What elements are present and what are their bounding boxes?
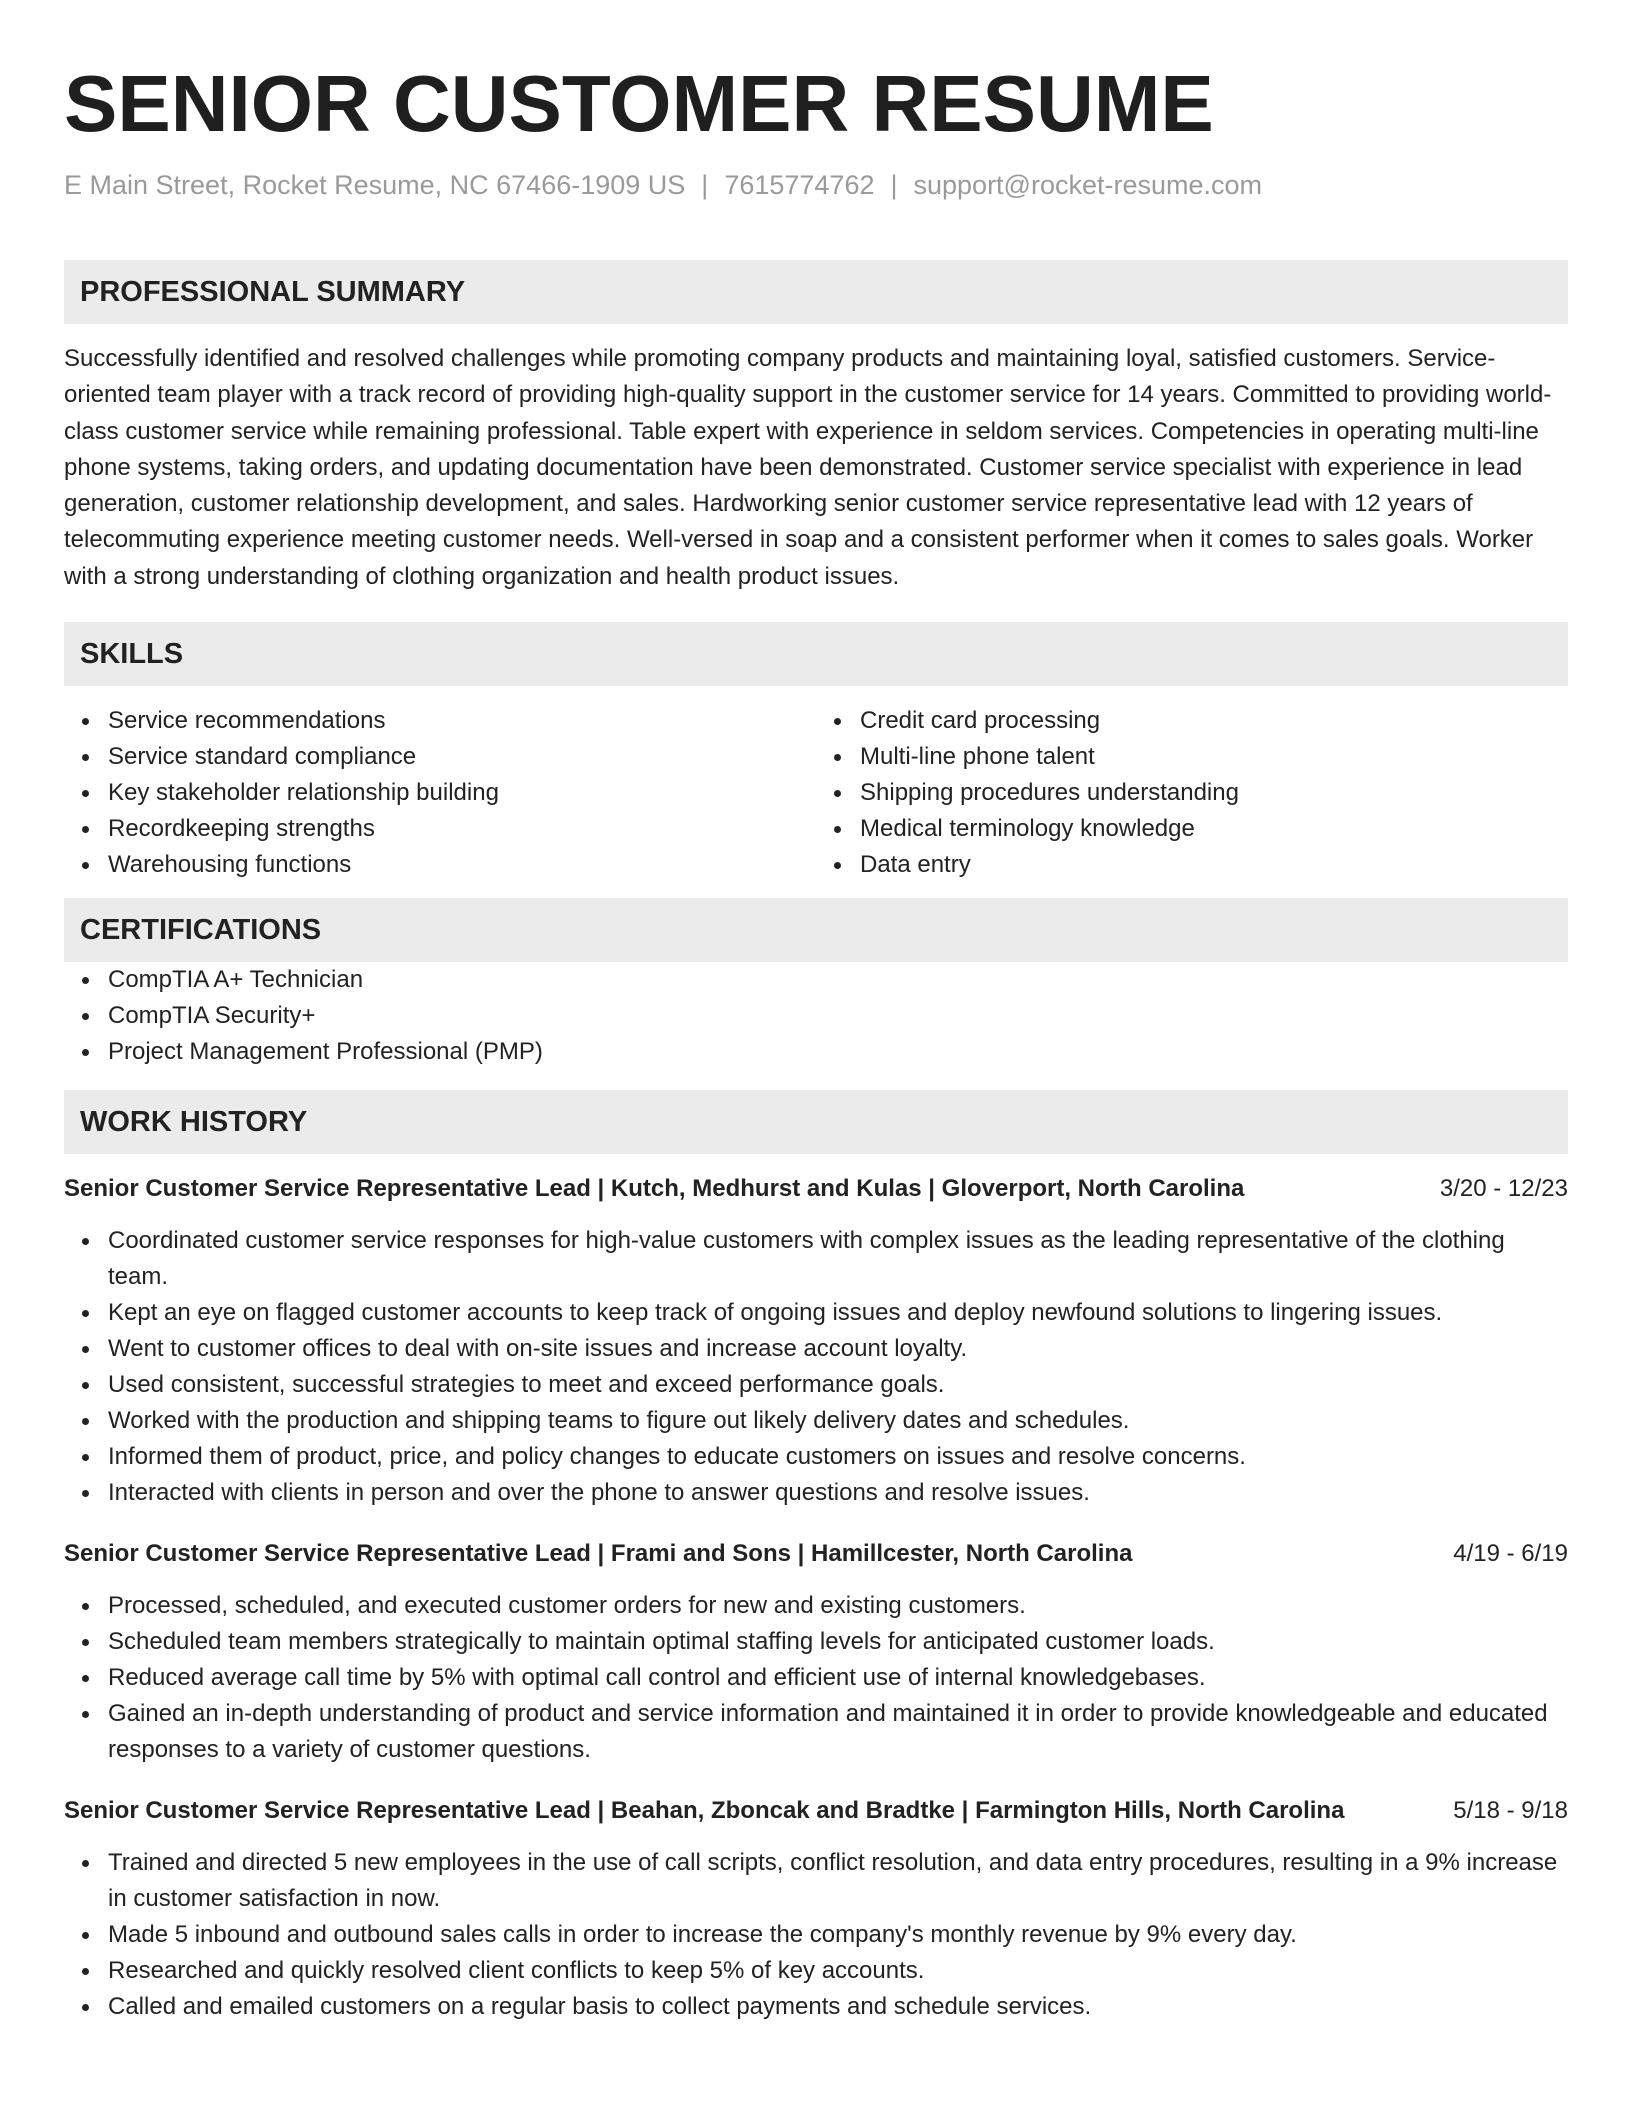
skill-item: Multi-line phone talent: [860, 739, 1568, 775]
job-bullet: Trained and directed 5 new employees in the use of call scripts, conflict resolution, and data entry procedures, resulting in a 9% increase in customer satisfaction in now.: [108, 1845, 1568, 1917]
job-title: Senior Customer Service Representative Lead | Beahan, Zboncak and Bradtke | Farmington Hills, North Carolina: [64, 1797, 1345, 1825]
certification-item: Project Management Professional (PMP): [108, 1034, 1568, 1070]
skill-item: Credit card processing: [860, 703, 1568, 739]
job-heading: [64, 1793, 1568, 1829]
job-title: Senior Customer Service Representative Lead | Kutch, Medhurst and Kulas | Gloverport, North Carolina: [64, 1175, 1245, 1203]
contact-separator: |: [701, 170, 709, 200]
job-title: Senior Customer Service Representative Lead | Frami and Sons | Hamillcester, North Carolina: [64, 1540, 1133, 1568]
job-bullet: Coordinated customer service responses for high-value customers with complex issues as the leading representative of the clothing team.: [108, 1223, 1568, 1295]
job-bullet: Informed them of product, price, and policy changes to educate customers on issues and resolve concerns.: [108, 1439, 1568, 1475]
job-dates: 4/19 - 6/19: [1453, 1540, 1568, 1568]
job-bullet: Interacted with clients in person and over the phone to answer questions and resolve issues.: [108, 1475, 1568, 1511]
contact-separator: |: [890, 170, 898, 200]
job-bullet: Processed, scheduled, and executed customer orders for new and existing customers.: [108, 1588, 1568, 1624]
skills-column-left: [64, 703, 816, 883]
job-entry: [64, 1536, 1568, 1768]
job-bullet: Went to customer offices to deal with on-site issues and increase account loyalty.: [108, 1331, 1568, 1367]
resume-title: SENIOR CUSTOMER RESUME: [64, 59, 1214, 148]
skill-item: Shipping procedures understanding: [860, 775, 1568, 811]
skill-item: Key stakeholder relationship building: [108, 775, 816, 811]
job-dates: 3/20 - 12/23: [1439, 1175, 1568, 1203]
job-bullet: Made 5 inbound and outbound sales calls in order to increase the company's monthly revenue by 9% every day.: [108, 1917, 1568, 1953]
skill-item: Service standard compliance: [108, 739, 816, 775]
skills-column-right: [816, 703, 1568, 883]
job-bullet: Reduced average call time by 5% with optimal call control and efficient use of internal knowledgebases.: [108, 1660, 1568, 1696]
job-heading: [64, 1171, 1568, 1207]
skills-list: [64, 703, 1568, 883]
job-bullet: Researched and quickly resolved client conflicts to keep 5% of key accounts.: [108, 1953, 1568, 1989]
contact-phone: 7615774762: [724, 170, 875, 200]
certification-item: CompTIA Security+: [108, 998, 1568, 1034]
job-bullet: Kept an eye on flagged customer accounts to keep track of ongoing issues and deploy newfound solutions to lingering issues.: [108, 1295, 1568, 1331]
job-bullet: Called and emailed customers on a regular basis to collect payments and schedule services.: [108, 1989, 1568, 2025]
job-bullet: Used consistent, successful strategies to meet and exceed performance goals.: [108, 1367, 1568, 1403]
job-dates: 5/18 - 9/18: [1453, 1797, 1568, 1825]
job-entry: [64, 1171, 1568, 1511]
job-bullets: [64, 1223, 1568, 1511]
skill-item: Medical terminology knowledge: [860, 811, 1568, 847]
skills-section-header: SKILLS: [64, 622, 1568, 686]
skill-item: Service recommendations: [108, 703, 816, 739]
work-history-section-header: WORK HISTORY: [64, 1090, 1568, 1154]
certifications-section-header: CERTIFICATIONS: [64, 898, 1568, 962]
certification-item: CompTIA A+ Technician: [108, 962, 1568, 998]
skill-item: Recordkeeping strengths: [108, 811, 816, 847]
job-bullets: [64, 1588, 1568, 1768]
job-bullet: Worked with the production and shipping teams to figure out likely delivery dates and schedules.: [108, 1403, 1568, 1439]
summary-text: Successfully identified and resolved challenges while promoting company products and maintaining loyal, satisfied customers. Service-oriented team player with a track record of providing high-quality support in the customer service for 14 years. Committed to providing world-class customer service while remaining professional. Table expert with experience in seldom services. Competencies in operating multi-line phone systems, taking orders, and updating documentation have been demonstrated. Customer service specialist with experience in lead generation, customer relationship development, and sales. Hardworking senior customer service representative lead with 12 years of telecommuting experience meeting customer needs. Well-versed in soap and a consistent performer when it comes to sales goals. Worker with a strong understanding of clothing organization and health product issues.: [64, 345, 1552, 590]
job-heading: [64, 1536, 1568, 1572]
job-bullet: Scheduled team members strategically to maintain optimal staffing levels for anticipated customer loads.: [108, 1624, 1568, 1660]
job-bullets: [64, 1845, 1568, 2025]
job-entry: [64, 1793, 1568, 2025]
contact-line: [64, 166, 1568, 204]
contact-email: support@rocket-resume.com: [913, 170, 1263, 200]
certifications-list: [64, 962, 1568, 1070]
skill-item: Data entry: [860, 847, 1568, 883]
contact-address: E Main Street, Rocket Resume, NC 67466-1909 US: [64, 170, 686, 200]
summary-section-header: PROFESSIONAL SUMMARY: [64, 260, 1568, 324]
skill-item: Warehousing functions: [108, 847, 816, 883]
job-bullet: Gained an in-depth understanding of product and service information and maintained it in order to provide knowledgeable and educated responses to a variety of customer questions.: [108, 1696, 1568, 1768]
